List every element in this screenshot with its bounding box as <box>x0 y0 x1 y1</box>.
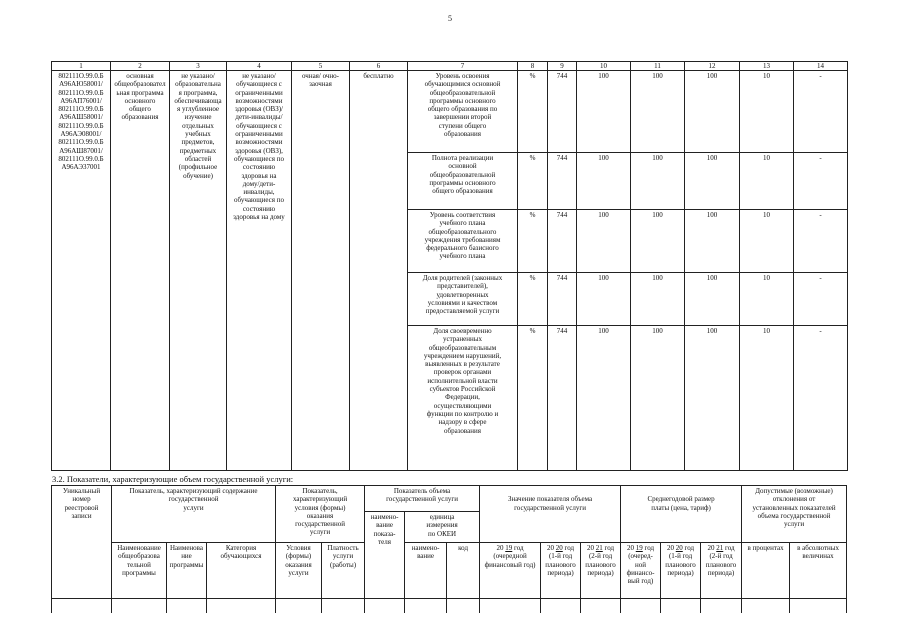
year-number: 19 <box>505 544 513 552</box>
column-number: 5 <box>292 62 350 71</box>
year-suffix: год <box>644 544 655 552</box>
year-number: 19 <box>635 544 643 552</box>
price-header <box>621 486 742 543</box>
column-number: 8 <box>518 62 548 71</box>
empty-cell <box>112 599 167 613</box>
unit-name-subheader: наимено- вание <box>405 543 447 599</box>
indicator-percent: 10 <box>740 153 794 210</box>
year-suffix: год <box>604 544 615 552</box>
empty-cell <box>322 599 365 613</box>
year-value-header <box>480 543 541 599</box>
column-number: 1 <box>52 62 111 71</box>
column-number: 12 <box>685 62 740 71</box>
indicator-code: 744 <box>548 210 577 273</box>
indicator-code: 744 <box>548 71 577 153</box>
column-number: 2 <box>111 62 170 71</box>
indicator-absolute: - <box>794 153 848 210</box>
empty-cell <box>276 599 322 613</box>
indicator-name: Доля своевременно устраненных общеобразовательным учреждением нарушений, выявленных в результате проверок органами исполнительной власти субъектов Российской Федерации, осуществляющими функции по контролю и надзору в сфере образования <box>408 326 518 471</box>
empty-cell <box>661 599 701 613</box>
deviation-header: Допустимые (возможные) отклонения от установленных показателей объема государственной услуги <box>742 486 847 543</box>
conditions-indicator-header: Показатель, характеризующий условия (формы) оказания государственной услуги <box>276 486 365 543</box>
indicator-code: 744 <box>548 273 577 326</box>
indicator-percent: 10 <box>740 210 794 273</box>
column-number: 7 <box>408 62 518 71</box>
indicator-value: 100 <box>577 273 631 326</box>
indicator-absolute: - <box>794 71 848 153</box>
indicator-name: Уровень освоения обучающимися основной общеобразовательной программы основного общего образования по завершении второй ступени общего образования <box>408 71 518 153</box>
year-value-header <box>541 543 581 599</box>
empty-cell <box>541 599 581 613</box>
indicator-absolute: - <box>794 273 848 326</box>
empty-cell <box>365 599 405 613</box>
year-note: (1-й год планового периода) <box>665 552 696 577</box>
year-prefix: 20 <box>587 544 595 552</box>
year-note: (2-й год планового периода) <box>585 552 616 577</box>
indicator-percent: 10 <box>740 71 794 153</box>
year-suffix: год <box>514 544 524 552</box>
column-number: 3 <box>170 62 227 71</box>
quality-indicators-table <box>51 61 848 471</box>
price-title: Среднегодовой размер платы (цена, тариф) <box>647 495 715 512</box>
indicator-value: 100 <box>631 326 685 471</box>
column-number-row <box>52 62 848 71</box>
volume-values-header <box>480 486 621 543</box>
volume-values-title: Значение показателя объема государственной услуги <box>507 495 593 512</box>
year-prefix: 20 <box>667 544 675 552</box>
table-row <box>52 71 848 153</box>
subheader-row <box>52 543 847 599</box>
volume-name-header: наимено- вание показа- теля <box>365 512 405 599</box>
column-number: 13 <box>740 62 794 71</box>
indicator-value: 100 <box>685 210 740 273</box>
year-number: 21 <box>595 544 603 552</box>
empty-cell <box>405 599 447 613</box>
indicator-name: Уровень соответствия учебного плана общеобразовательного учреждения требованиям федерального базисного учебного плана <box>408 210 518 273</box>
year-value-header <box>581 543 621 599</box>
indicator-value: 100 <box>577 326 631 471</box>
year-note: (1-й год планового периода) <box>545 552 576 577</box>
price-year-header <box>701 543 742 599</box>
year-prefix: 20 <box>707 544 715 552</box>
year-note: (очеред- ной финансо- вый год) <box>626 552 655 586</box>
year-prefix: 20 <box>627 544 635 552</box>
year-note: (2-й год планового периода) <box>705 552 737 577</box>
year-number: 21 <box>716 544 724 552</box>
volume-indicators-table <box>51 485 847 613</box>
indicator-value: 100 <box>631 153 685 210</box>
empty-cell <box>581 599 621 613</box>
year-prefix: 20 <box>547 544 555 552</box>
empty-cell <box>790 599 847 613</box>
price-year-header <box>621 543 661 599</box>
program-title-subheader: Наименова ние программы <box>167 543 207 599</box>
program-name-subheader: Наименование общеобразова тельной программы <box>112 543 167 599</box>
payment-subheader: Платность услуги (работы) <box>322 543 365 599</box>
indicator-unit: % <box>518 326 548 471</box>
indicator-name: Полнота реализации основной общеобразовательной программы основного общего образования <box>408 153 518 210</box>
column-number: 11 <box>631 62 685 71</box>
deviation-absolute-header: в абсолютных величинах <box>790 543 847 599</box>
indicator-value: 100 <box>685 326 740 471</box>
empty-cell <box>207 599 276 613</box>
empty-cell <box>447 599 480 613</box>
page-number: 5 <box>448 14 452 23</box>
year-number: 20 <box>555 544 563 552</box>
indicator-percent: 10 <box>740 273 794 326</box>
deviation-percent-header: в процентах <box>742 543 790 599</box>
year-number: 20 <box>675 544 683 552</box>
empty-cell <box>167 599 207 613</box>
registry-codes: 802111О.99.0.Б А96АЮ58001/ 802111О.99.0.Б А96АП76001/ 802111О.99.0.Б А96АШ58001/ 802111О.99.0.Б А96АЭ08001/ 802111О.99.0.Б А96АШ87001/ 802111О.99.0.Б А96АЭ37001 <box>52 71 111 471</box>
indicator-percent: 10 <box>740 326 794 471</box>
empty-cell <box>742 599 790 613</box>
indicator-value: 100 <box>577 71 631 153</box>
header-row <box>52 486 847 512</box>
indicator-value: 100 <box>631 71 685 153</box>
indicator-unit: % <box>518 71 548 153</box>
registry-number-header: Уникальный номер реестровой записи <box>52 486 112 599</box>
form-cell: очная/ очно- заочная <box>292 71 350 471</box>
empty-cell <box>701 599 742 613</box>
table-row <box>52 599 847 613</box>
indicator-code: 744 <box>548 326 577 471</box>
content-indicator-header: Показатель, характеризующий содержание государственной услуги <box>112 486 276 543</box>
indicator-value: 100 <box>577 210 631 273</box>
program-cell: основная общеобразовател ьная программа основного общего образования <box>111 71 170 471</box>
category-subheader: Категория обучающихся <box>207 543 276 599</box>
empty-cell <box>52 599 112 613</box>
year-note: (очередной финансовый год) <box>484 552 536 569</box>
indicator-value: 100 <box>577 153 631 210</box>
student-category-cell: не указано/ обучающиеся с ограниченными возможностями здоровья (ОВЗ)/ дети-инвалиды/ обучающиеся с ограниченными возможностями здоровья (ОВЗ), обучающиеся по состоянию здоровья на дому/дети- инвалиды, обучающиеся по состоянию здоровья на дому <box>227 71 292 471</box>
year-suffix: год <box>684 544 695 552</box>
indicator-absolute: - <box>794 210 848 273</box>
column-number: 4 <box>227 62 292 71</box>
empty-cell <box>480 599 541 613</box>
indicator-value: 100 <box>685 71 740 153</box>
indicator-name: Доля родителей (законных представителей), удовлетворенных условиями и качеством предоставляемой услуги <box>408 273 518 326</box>
indicator-value: 100 <box>631 210 685 273</box>
year-prefix: 20 <box>496 544 504 552</box>
column-number: 6 <box>350 62 408 71</box>
indicator-absolute: - <box>794 326 848 471</box>
price-year-header <box>661 543 701 599</box>
payment-cell: бесплатно <box>350 71 408 471</box>
indicator-value: 100 <box>685 153 740 210</box>
section-title: 3.2. Показатели, характеризующие объем государственной услуги: <box>52 474 294 484</box>
indicator-unit: % <box>518 210 548 273</box>
year-suffix: год <box>564 544 575 552</box>
indicator-value: 100 <box>685 273 740 326</box>
unit-code-subheader: код <box>447 543 480 599</box>
volume-indicator-header: Показатель объема государственной услуги <box>365 486 480 512</box>
indicator-unit: % <box>518 153 548 210</box>
conditions-subheader: Условия (формы) оказания услуги <box>276 543 322 599</box>
indicator-unit: % <box>518 273 548 326</box>
indicator-value: 100 <box>631 273 685 326</box>
column-number: 9 <box>548 62 577 71</box>
empty-cell <box>621 599 661 613</box>
column-number: 14 <box>794 62 848 71</box>
column-number: 10 <box>577 62 631 71</box>
year-suffix: год <box>725 544 735 552</box>
study-mode-cell: не указано/ образовательна я программа, обеспечивающа я углубленное изучение отдельных учебных предметов, предметных областей (профильное обучение) <box>170 71 227 471</box>
indicator-code: 744 <box>548 153 577 210</box>
volume-unit-header: единица измерения по ОКЕИ <box>405 512 480 543</box>
